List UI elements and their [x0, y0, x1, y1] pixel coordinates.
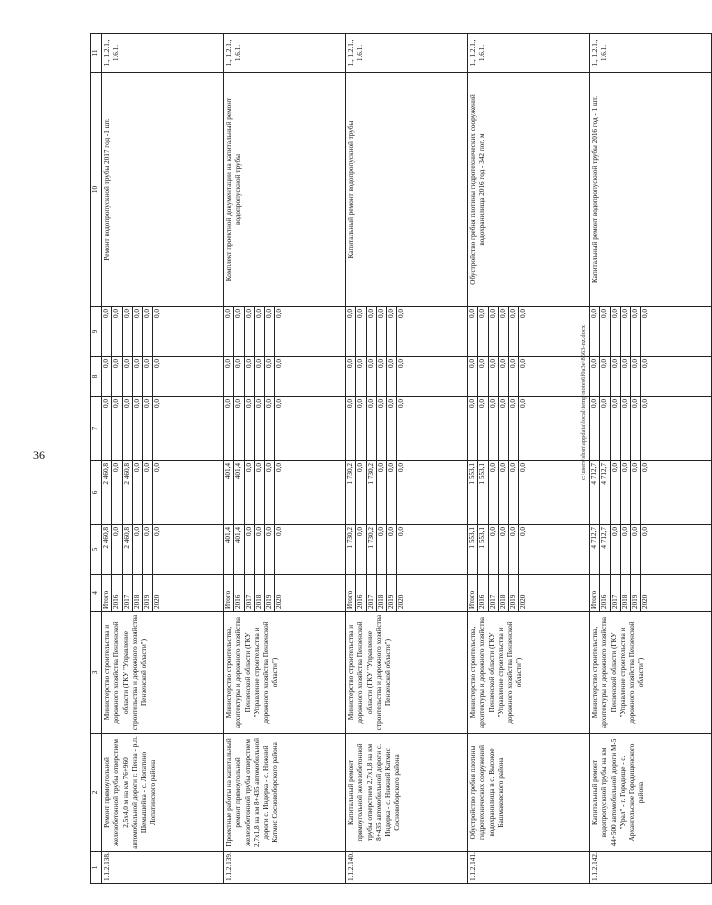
year-cell-line: 2020: [396, 575, 406, 611]
federal-budget-cell-line: 0,0: [590, 399, 598, 408]
local-budget-cell-line: 0,0: [233, 357, 243, 396]
regional-budget-cell-line: 1 553,1: [477, 461, 487, 524]
total-funding-cell-line: 0,0: [640, 525, 650, 574]
local-budget-cell-line: 0,0: [102, 359, 110, 368]
table-body: [102, 34, 712, 884]
local-budget-cell-line: 0,0: [244, 357, 254, 396]
col-header-7: 7: [91, 397, 102, 461]
total-funding-cell-line: 1 730,2: [346, 527, 354, 549]
year-cell-line: Итого: [590, 590, 598, 609]
indicator-links: 1., 1.2.1., 1.6.1.: [468, 34, 590, 73]
total-funding-cell-line: 0,0: [376, 525, 386, 574]
total-funding-cell-line: 4 712,7: [599, 525, 609, 574]
item-executor: Министерство строительства и дорожного хозяйства Пензенской области (ГКУ "Управление строительства и дорожного хозяйства Пензенской области"): [102, 612, 224, 734]
local-budget-cell-line: 0,0: [224, 359, 232, 368]
regional-budget-cell-line: 0,0: [610, 461, 620, 524]
table-row: [224, 34, 346, 884]
regional-budget-cell-line: 401,4: [233, 461, 243, 524]
year-cell-line: 2018: [132, 575, 142, 611]
local-budget-cell-line: 0,0: [640, 357, 650, 396]
local-budget-cell-line: 0,0: [355, 357, 365, 396]
other-sources-cell: [102, 307, 224, 357]
regional-budget-cell-line: 0,0: [264, 461, 274, 524]
federal-budget-cell-line: 0,0: [640, 397, 650, 460]
other-sources-cell-line: 0,0: [610, 307, 620, 356]
local-budget-cell-line: 0,0: [620, 357, 630, 396]
total-funding-cell-line: 2 460,8: [102, 527, 110, 549]
table-row: [590, 34, 712, 884]
year-cell: [346, 575, 468, 612]
table-row: [346, 34, 468, 884]
other-sources-cell-line: 0,0: [640, 307, 650, 356]
local-budget-cell-line: 0,0: [254, 357, 264, 396]
local-budget-cell-line: 0,0: [508, 357, 518, 396]
regional-budget-cell-line: 4 712,7: [599, 461, 609, 524]
local-budget-cell-line: 0,0: [518, 357, 528, 396]
other-sources-cell-line: 0,0: [244, 307, 254, 356]
indicator-links: 1., 1.2.1., 1.6.1.: [102, 34, 224, 73]
year-cell-line: 2020: [518, 575, 528, 611]
total-funding-cell-line: 0,0: [386, 525, 396, 574]
item-executor: Министерство строительства и дорожного хозяйства Пензенской области (ГКУ "Управление строительства и дорожного хозяйства Пензенской области"): [346, 612, 468, 734]
other-sources-cell-line: 0,0: [599, 307, 609, 356]
other-sources-cell-line: 0,0: [233, 307, 243, 356]
total-funding-cell-line: 0,0: [498, 525, 508, 574]
regional-budget-cell-line: 0,0: [132, 461, 142, 524]
other-sources-cell-line: 0,0: [355, 307, 365, 356]
total-funding-cell-line: 0,0: [264, 525, 274, 574]
federal-budget-cell-line: 0,0: [244, 397, 254, 460]
local-budget-cell-line: 0,0: [599, 357, 609, 396]
federal-budget-cell-line: 0,0: [477, 397, 487, 460]
year-cell-line: 2017: [610, 575, 620, 611]
year-cell-line: Итого: [224, 590, 232, 609]
item-name: Обустройство гребня плотины гидротехнических сооружений водохранилища в с. Высокое Башмаковского района: [468, 734, 590, 852]
year-cell-line: 2019: [630, 575, 640, 611]
federal-budget-cell-line: 0,0: [366, 397, 376, 460]
federal-budget-cell-line: 0,0: [355, 397, 365, 460]
year-cell-line: Итого: [468, 590, 476, 609]
other-sources-cell-line: 0,0: [468, 309, 476, 318]
regional-budget-cell-line: 1 553,1: [468, 463, 476, 485]
regional-budget-cell-line: 0,0: [498, 461, 508, 524]
regional-budget-cell-line: 0,0: [640, 461, 650, 524]
regional-budget-cell-line: 0,0: [620, 461, 630, 524]
local-budget-cell-line: 0,0: [488, 357, 498, 396]
table-row: [102, 34, 224, 884]
total-funding-cell-line: 0,0: [254, 525, 264, 574]
local-budget-cell-line: 0,0: [630, 357, 640, 396]
year-cell-line: 2016: [355, 575, 365, 611]
regional-budget-cell-line: 0,0: [142, 461, 152, 524]
local-budget-cell-line: 0,0: [132, 357, 142, 396]
indicator-links: 1., 1.2.1., 1.6.1.: [590, 34, 712, 73]
item-number: 1.1.2.141.: [468, 852, 590, 884]
year-cell-line: 2019: [386, 575, 396, 611]
regional-budget-cell: [224, 461, 346, 525]
column-number-row: [91, 34, 102, 884]
total-funding-cell-line: 0,0: [610, 525, 620, 574]
local-budget-cell-line: 0,0: [346, 359, 354, 368]
other-sources-cell-line: 0,0: [122, 307, 132, 356]
total-funding-cell-line: 0,0: [630, 525, 640, 574]
federal-budget-cell-line: 0,0: [152, 397, 162, 460]
col-header-5: 5: [91, 525, 102, 575]
year-cell-line: 2017: [366, 575, 376, 611]
regional-budget-cell-line: 0,0: [396, 461, 406, 524]
total-funding-cell: [468, 525, 590, 575]
federal-budget-cell: [590, 397, 712, 461]
total-funding-cell-line: 0,0: [152, 525, 162, 574]
federal-budget-cell-line: 0,0: [630, 397, 640, 460]
year-cell-line: 2019: [142, 575, 152, 611]
total-funding-cell-line: 4 712,7: [590, 527, 598, 549]
total-funding-cell-line: 0,0: [508, 525, 518, 574]
regional-budget-cell-line: 0,0: [376, 461, 386, 524]
total-funding-cell: [590, 525, 712, 575]
regional-budget-cell: [102, 461, 224, 525]
other-sources-cell-line: 0,0: [386, 307, 396, 356]
item-number: 1.1.2.140.: [346, 852, 468, 884]
local-budget-cell-line: 0,0: [610, 357, 620, 396]
item-number: 1.1.2.139.: [224, 852, 346, 884]
total-funding-cell-line: 0,0: [132, 525, 142, 574]
local-budget-cell: [102, 357, 224, 397]
year-cell-line: 2019: [508, 575, 518, 611]
other-sources-cell-line: 0,0: [620, 307, 630, 356]
federal-budget-cell-line: 0,0: [508, 397, 518, 460]
total-funding-cell-line: 401,4: [233, 525, 243, 574]
federal-budget-cell: [468, 397, 590, 461]
total-funding-cell-line: 0,0: [396, 525, 406, 574]
local-budget-cell-line: 0,0: [477, 357, 487, 396]
other-sources-cell-line: 0,0: [132, 307, 142, 356]
regional-budget-cell-line: 0,0: [244, 461, 254, 524]
rotated-table-container: [90, 34, 712, 884]
col-header-6: 6: [91, 461, 102, 525]
col-header-11: 11: [91, 34, 102, 73]
local-budget-cell: [590, 357, 712, 397]
total-funding-cell: [102, 525, 224, 575]
other-sources-cell-line: 0,0: [152, 307, 162, 356]
total-funding-cell-line: 0,0: [488, 525, 498, 574]
item-number: 1.1.2.138.: [102, 852, 224, 884]
federal-budget-cell-line: 0,0: [488, 397, 498, 460]
regional-budget-cell-line: 0,0: [254, 461, 264, 524]
item-number: 1.1.2.142.: [590, 852, 712, 884]
year-cell: [590, 575, 712, 612]
local-budget-cell-line: 0,0: [152, 357, 162, 396]
year-cell: [224, 575, 346, 612]
page-number: 36: [33, 448, 45, 462]
regional-budget-cell-line: 0,0: [355, 461, 365, 524]
total-funding-cell-line: 1 730,2: [366, 525, 376, 574]
regional-budget-cell-line: 0,0: [630, 461, 640, 524]
year-cell-line: 2018: [498, 575, 508, 611]
regional-budget-cell-line: 0,0: [518, 461, 528, 524]
regional-budget-cell-line: 2 460,8: [102, 463, 110, 485]
other-sources-cell-line: 0,0: [346, 309, 354, 318]
local-budget-cell-line: 0,0: [111, 357, 121, 396]
other-sources-cell-line: 0,0: [590, 309, 598, 318]
federal-budget-cell-line: 0,0: [468, 399, 476, 408]
col-header-8: 8: [91, 357, 102, 397]
federal-budget-cell: [346, 397, 468, 461]
federal-budget-cell-line: 0,0: [111, 397, 121, 460]
year-cell-line: 2016: [599, 575, 609, 611]
expected-result: Капитальный ремонт водопропускной трубы: [346, 73, 468, 307]
item-name: Проектные работы на капитальный ремонт прямоугольной железобетонной трубы отверстием 2,7х1,8 на км 8+435 автомобильной дороги с. Индерка - с. Нижний Катмис Сосновоборского района: [224, 734, 346, 852]
federal-budget-cell-line: 0,0: [142, 397, 152, 460]
other-sources-cell: [346, 307, 468, 357]
local-budget-cell-line: 0,0: [142, 357, 152, 396]
other-sources-cell-line: 0,0: [111, 307, 121, 356]
other-sources-cell-line: 0,0: [274, 307, 284, 356]
local-budget-cell: [346, 357, 468, 397]
federal-budget-cell-line: 0,0: [599, 397, 609, 460]
regional-budget-cell-line: 1 730,2: [346, 463, 354, 485]
other-sources-cell-line: 0,0: [142, 307, 152, 356]
col-header-1: 1: [91, 852, 102, 884]
local-budget-cell-line: 0,0: [264, 357, 274, 396]
regional-budget-cell-line: 0,0: [508, 461, 518, 524]
year-cell-line: 2016: [233, 575, 243, 611]
regional-budget-cell: [468, 461, 590, 525]
other-sources-cell-line: 0,0: [498, 307, 508, 356]
total-funding-cell-line: 1 553,1: [477, 525, 487, 574]
federal-budget-cell-line: 0,0: [376, 397, 386, 460]
document-path-footer: c:\users\shsn\appdata\local\temp\notes6f0a3e\8563-nz.docx: [580, 324, 587, 480]
year-cell-line: 2020: [152, 575, 162, 611]
regional-budget-cell-line: 0,0: [152, 461, 162, 524]
total-funding-cell-line: 0,0: [111, 525, 121, 574]
total-funding-cell-line: 2 460,8: [122, 525, 132, 574]
other-sources-cell-line: 0,0: [376, 307, 386, 356]
indicator-links: 1., 1.2.1., 1.6.1.: [224, 34, 346, 73]
federal-budget-cell-line: 0,0: [396, 397, 406, 460]
other-sources-cell-line: 0,0: [508, 307, 518, 356]
other-sources-cell-line: 0,0: [488, 307, 498, 356]
federal-budget-cell-line: 0,0: [233, 397, 243, 460]
local-budget-cell-line: 0,0: [396, 357, 406, 396]
regional-budget-cell-line: 2 460,8: [122, 461, 132, 524]
expected-result: Комплект проектной документации на капитальный ремонт водопропускной трубы: [224, 73, 346, 307]
federal-budget-cell: [102, 397, 224, 461]
other-sources-cell-line: 0,0: [630, 307, 640, 356]
other-sources-cell: [224, 307, 346, 357]
expected-result: Капитальный ремонт водопропускной трубы 2016 год - 1 шт.: [590, 73, 712, 307]
local-budget-cell-line: 0,0: [590, 359, 598, 368]
regional-budget-cell: [346, 461, 468, 525]
regional-budget-cell-line: 0,0: [488, 461, 498, 524]
other-sources-cell-line: 0,0: [254, 307, 264, 356]
federal-budget-cell-line: 0,0: [264, 397, 274, 460]
table-row: [468, 34, 590, 884]
total-funding-cell-line: 0,0: [518, 525, 528, 574]
regional-budget-cell-line: 0,0: [386, 461, 396, 524]
year-cell: [102, 575, 224, 612]
local-budget-cell-line: 0,0: [468, 359, 476, 368]
regional-budget-cell: [590, 461, 712, 525]
regional-budget-cell-line: 401,4: [224, 463, 232, 480]
total-funding-cell-line: 0,0: [620, 525, 630, 574]
local-budget-cell-line: 0,0: [274, 357, 284, 396]
federal-budget-cell-line: 0,0: [498, 397, 508, 460]
col-header-10: 10: [91, 73, 102, 307]
local-budget-cell-line: 0,0: [122, 357, 132, 396]
item-executor: Министерство строительства, архитектуры и дорожного хозяйства Пензенской области (ГКУ "Управление строительства и дорожного хозяйства Пензенской области"): [468, 612, 590, 734]
year-cell-line: Итого: [102, 590, 110, 609]
other-sources-cell-line: 0,0: [396, 307, 406, 356]
col-header-4: 4: [91, 575, 102, 612]
regional-budget-cell-line: 1 730,2: [366, 461, 376, 524]
federal-budget-cell-line: 0,0: [610, 397, 620, 460]
other-sources-cell: [468, 307, 590, 357]
item-executor: Министерство строительства, архитектуры и дорожного хозяйства Пензенской области (ГКУ "Управление строительства и дорожного хозяйства Пензенской области"): [224, 612, 346, 734]
regional-budget-cell-line: 0,0: [111, 461, 121, 524]
year-cell: [468, 575, 590, 612]
local-budget-cell: [224, 357, 346, 397]
year-cell-line: 2018: [254, 575, 264, 611]
measures-table: [90, 33, 712, 884]
other-sources-cell-line: 0,0: [102, 309, 110, 318]
total-funding-cell-line: 0,0: [142, 525, 152, 574]
other-sources-cell-line: 0,0: [366, 307, 376, 356]
other-sources-cell-line: 0,0: [264, 307, 274, 356]
expected-result: Ремонт водопропускной трубы 2017 год -1 шт.: [102, 73, 224, 307]
year-cell-line: 2018: [620, 575, 630, 611]
total-funding-cell-line: 401,4: [224, 527, 232, 544]
year-cell-line: 2020: [274, 575, 284, 611]
total-funding-cell-line: 0,0: [355, 525, 365, 574]
regional-budget-cell-line: 0,0: [274, 461, 284, 524]
year-cell-line: 2020: [640, 575, 650, 611]
indicator-links: 1., 1.2.1., 1.6.1.: [346, 34, 468, 73]
year-cell-line: 2016: [477, 575, 487, 611]
local-budget-cell-line: 0,0: [376, 357, 386, 396]
col-header-2: 2: [91, 734, 102, 852]
total-funding-cell-line: 0,0: [244, 525, 254, 574]
local-budget-cell: [468, 357, 590, 397]
federal-budget-cell-line: 0,0: [102, 399, 110, 408]
federal-budget-cell-line: 0,0: [254, 397, 264, 460]
other-sources-cell-line: 0,0: [224, 309, 232, 318]
year-cell-line: 2017: [488, 575, 498, 611]
item-name: Капитальный ремонт прямоугольной железобетонной трубы отверстием 2,7х1,8 на км 8+435 автомобильной дороги с. Индерка - с. Нижний Катмис Сосновоборского района: [346, 734, 468, 852]
other-sources-cell: [590, 307, 712, 357]
item-name: Капитальный ремонт водопропускной трубы на км 44+500 автомобильной дороги М-5 "Урал" - г. Городище - с. Архангельское Городищенского района: [590, 734, 712, 852]
federal-budget-cell-line: 0,0: [620, 397, 630, 460]
federal-budget-cell: [224, 397, 346, 461]
total-funding-cell: [224, 525, 346, 575]
other-sources-cell-line: 0,0: [518, 307, 528, 356]
year-cell-line: 2019: [264, 575, 274, 611]
year-cell-line: 2016: [111, 575, 121, 611]
col-header-3: 3: [91, 612, 102, 734]
year-cell-line: Итого: [346, 590, 354, 609]
local-budget-cell-line: 0,0: [498, 357, 508, 396]
expected-result: Обустройство гребня плотины гидротехнических сооружений водохранилища 2016 год - 342 пог. м: [468, 73, 590, 307]
federal-budget-cell-line: 0,0: [224, 399, 232, 408]
total-funding-cell: [346, 525, 468, 575]
federal-budget-cell-line: 0,0: [122, 397, 132, 460]
col-header-9: 9: [91, 307, 102, 357]
local-budget-cell-line: 0,0: [366, 357, 376, 396]
federal-budget-cell-line: 0,0: [274, 397, 284, 460]
item-executor: Министерство строительства, архитектуры и дорожного хозяйства Пензенской области (ГКУ "Управление строительства и дорожного хозяйства Пензенской области"): [590, 612, 712, 734]
federal-budget-cell-line: 0,0: [132, 397, 142, 460]
year-cell-line: 2017: [244, 575, 254, 611]
federal-budget-cell-line: 0,0: [386, 397, 396, 460]
local-budget-cell-line: 0,0: [386, 357, 396, 396]
federal-budget-cell-line: 0,0: [518, 397, 528, 460]
total-funding-cell-line: 1 553,1: [468, 527, 476, 549]
federal-budget-cell-line: 0,0: [346, 399, 354, 408]
year-cell-line: 2018: [376, 575, 386, 611]
other-sources-cell-line: 0,0: [477, 307, 487, 356]
item-name: Ремонт прямоугольной железобетонной трубы отверстием 2,5х4,0 м на км 76+960 автомобильной дороги г. Пенза - р.п. Шемышейка - с. Лопатино Лопатинского района: [102, 734, 224, 852]
regional-budget-cell-line: 4 712,7: [590, 463, 598, 485]
total-funding-cell-line: 0,0: [274, 525, 284, 574]
year-cell-line: 2017: [122, 575, 132, 611]
